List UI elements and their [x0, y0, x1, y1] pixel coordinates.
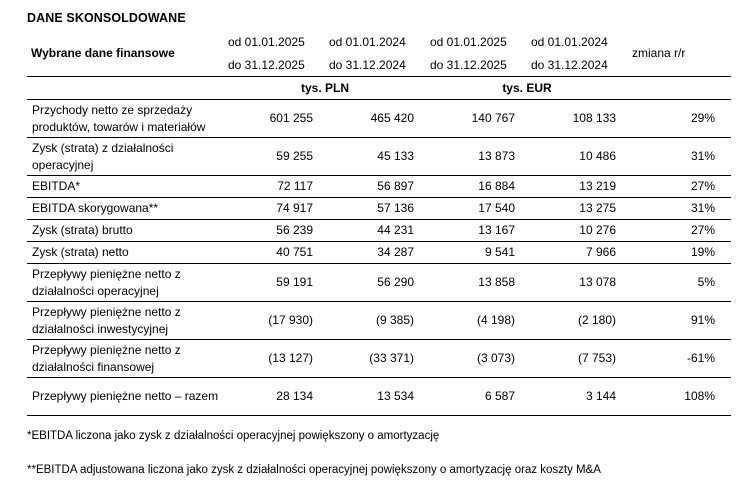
row-change: 91% — [628, 302, 731, 340]
row-value: 16 884 — [426, 176, 527, 198]
table-row — [27, 242, 731, 264]
row-value: 17 540 — [426, 198, 527, 220]
period-to: do 31.12.2024 — [531, 57, 608, 72]
row-value: 72 117 — [224, 176, 325, 198]
row-value: 13 858 — [426, 264, 527, 302]
row-value: 13 873 — [426, 138, 527, 176]
period-from: od 01.01.2024 — [329, 34, 406, 49]
row-change: 31% — [628, 138, 731, 176]
financial-table — [27, 30, 731, 416]
row-value: 13 167 — [426, 220, 527, 242]
row-value: (4 198) — [426, 302, 527, 340]
row-value: (9 385) — [325, 302, 426, 340]
header-change: zmiana r/r — [632, 46, 686, 60]
row-label: EBITDA* — [27, 176, 224, 198]
row-change: 19% — [628, 242, 731, 264]
row-value: (33 371) — [325, 340, 426, 378]
unit-eur: tys. EUR — [426, 77, 628, 100]
row-label: Przepływy pieniężne netto z działalności inwestycyjnej — [27, 302, 224, 340]
row-value: 108 133 — [527, 100, 628, 138]
row-value: (3 073) — [426, 340, 527, 378]
table-row — [27, 198, 731, 220]
row-value: 74 917 — [224, 198, 325, 220]
row-value: 10 486 — [527, 138, 628, 176]
table-row — [27, 138, 731, 176]
row-value: (17 930) — [224, 302, 325, 340]
row-label: Przychody netto ze sprzedaży produktów, towarów i materiałów — [27, 100, 224, 138]
row-value: 3 144 — [527, 378, 628, 416]
row-value: 44 231 — [325, 220, 426, 242]
row-value: 465 420 — [325, 100, 426, 138]
row-value: 56 239 — [224, 220, 325, 242]
header-label: Wybrane dane finansowe — [31, 46, 175, 60]
period-to: do 31.12.2025 — [228, 57, 305, 72]
table-row — [27, 302, 731, 340]
row-label: EBITDA skorygowana** — [27, 198, 224, 220]
row-value: 56 290 — [325, 264, 426, 302]
row-value: 28 134 — [224, 378, 325, 416]
row-value: (13 127) — [224, 340, 325, 378]
row-value: (7 753) — [527, 340, 628, 378]
row-label: Przepływy pieniężne netto – razem — [27, 378, 224, 416]
row-value: 601 255 — [224, 100, 325, 138]
row-value: 10 276 — [527, 220, 628, 242]
row-value: 9 541 — [426, 242, 527, 264]
row-value: 13 078 — [527, 264, 628, 302]
row-value: 13 219 — [527, 176, 628, 198]
row-value: 140 767 — [426, 100, 527, 138]
table-body — [27, 100, 731, 416]
row-value: 40 751 — [224, 242, 325, 264]
unit-row — [27, 77, 731, 100]
row-change: 108% — [628, 378, 731, 416]
row-label: Zysk (strata) netto — [27, 242, 224, 264]
row-value: 45 133 — [325, 138, 426, 176]
period-from: od 01.01.2025 — [228, 34, 305, 49]
period-to: do 31.12.2024 — [329, 57, 406, 72]
period-from: od 01.01.2024 — [531, 34, 608, 49]
table-row — [27, 340, 731, 378]
row-value: 13 534 — [325, 378, 426, 416]
row-value: 59 255 — [224, 138, 325, 176]
row-label: Zysk (strata) brutto — [27, 220, 224, 242]
row-value: 6 587 — [426, 378, 527, 416]
row-value: 34 287 — [325, 242, 426, 264]
table-row — [27, 220, 731, 242]
row-change: -61% — [628, 340, 731, 378]
footnote-ebitda: *EBITDA liczona jako zysk z działalności operacyjnej powiększony o amortyzację — [27, 430, 440, 442]
table-row — [27, 378, 731, 416]
period-from: od 01.01.2025 — [430, 34, 507, 49]
footnote-ebitda-adjusted: **EBITDA adjustowana liczona jako zysk z działalności operacyjnej powiększony o amortyzację oraz koszty M&A — [27, 464, 601, 476]
row-value: 59 191 — [224, 264, 325, 302]
header-row-from — [27, 30, 731, 53]
row-value: 7 966 — [527, 242, 628, 264]
period-to: do 31.12.2025 — [430, 57, 507, 72]
table-row — [27, 264, 731, 302]
row-value: 56 897 — [325, 176, 426, 198]
row-label: Przepływy pieniężne netto z działalności finansowej — [27, 340, 224, 378]
row-change: 29% — [628, 100, 731, 138]
row-label: Zysk (strata) z działalności operacyjnej — [27, 138, 224, 176]
table-row — [27, 100, 731, 138]
unit-pln: tys. PLN — [224, 77, 426, 100]
row-change: 31% — [628, 198, 731, 220]
row-value: (2 180) — [527, 302, 628, 340]
row-change: 5% — [628, 264, 731, 302]
row-change: 27% — [628, 220, 731, 242]
table-title: DANE SKONSOLDOWANE — [27, 11, 186, 25]
table-row — [27, 176, 731, 198]
row-value: 13 275 — [527, 198, 628, 220]
row-label: Przepływy pieniężne netto z działalności operacyjnej — [27, 264, 224, 302]
row-value: 57 136 — [325, 198, 426, 220]
row-change: 27% — [628, 176, 731, 198]
